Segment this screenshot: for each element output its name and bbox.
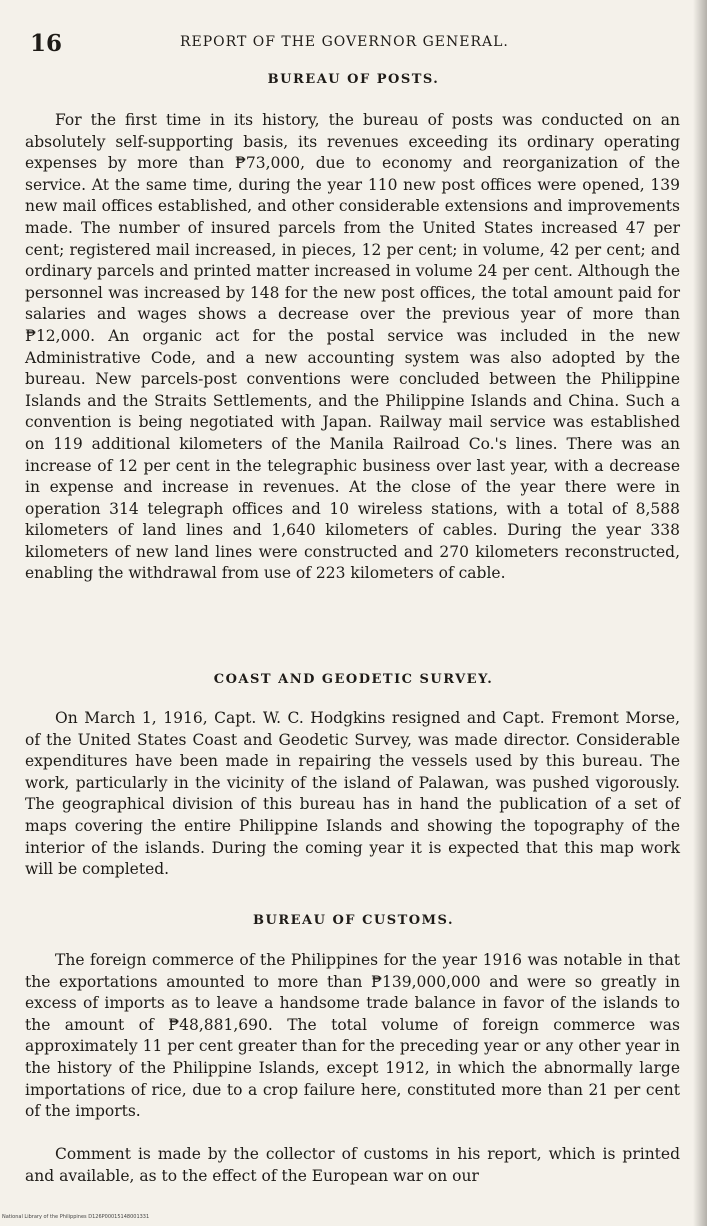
section-title-coast-geodetic-survey: COAST AND GEODETIC SURVEY.: [213, 672, 494, 687]
library-stamp: National Library of the Philippines D126P00015148001331: [2, 1214, 150, 1220]
page-number: 16: [30, 30, 63, 57]
paragraph-customs-comment: Comment is made by the collector of customs in his report, which is printed and available, as to the effect of the European war on our: [25, 1145, 680, 1185]
paragraph-customs-foreign-commerce: The foreign commerce of the Philippines for the year 1916 was notable in that the exportations amounted to more than ₱139,000,000 and were so greatly in excess of imports as to leave a handsome trade balance in favor of the islands to the amount of ₱48,881,690. The total volume of foreign commerce was approximately 11 per cent greater than for the preceding year or any other year in the history of the Philippine Islands, except 1912, in which the abnormally large importations of rice, due to a crop failure here, constituted more than 21 per cent of the imports.: [25, 951, 680, 1121]
running-head: REPORT OF THE GOVERNOR GENERAL.: [180, 34, 509, 50]
paragraph-coast-geodetic-survey: On March 1, 1916, Capt. W. C. Hodgkins resigned and Capt. Fremont Morse, of the United States Coast and Geodetic Survey, was made director. Considerable expenditures have been made in repairing the vessels used by this bureau. The work, particularly in the vicinity of the island of Palawan, was pushed vigorously. The geographical division of this bureau has in hand the publication of a set of maps covering the entire Philippine Islands and showing the topography of the interior of the islands. During the coming year it is expected that this map work will be completed.: [25, 709, 680, 879]
section-title-bureau-of-customs: BUREAU OF CUSTOMS.: [253, 913, 454, 928]
section-title-bureau-of-posts: BUREAU OF POSTS.: [267, 72, 440, 87]
paragraph-bureau-of-posts: For the first time in its history, the bureau of posts was conducted on an absolutely self-supporting basis, its revenues exceeding its ordinary operating expenses by more than ₱73,000, due to economy and reorganization of the service. At the same time, during the year 110 new post offices were opened, 139 new mail offices established, and other considerable extensions and improvements made. The number of insured parcels from the United States increased 47 per cent; registered mail increased, in pieces, 12 per cent; in volume, 42 per cent; and ordinary parcels and printed matter increased in volume 24 per cent. Although the personnel was increased by 148 for the new post offices, the total amount paid for salaries and wages shows a decrease over the previous year of more than ₱12,000. An organic act for the postal service was included in the new Administrative Code, and a new accounting system was also adopted by the bureau. New parcels-post conventions were concluded between the Philippine Islands and the Straits Settlements, and the Philippine Islands and China. Such a convention is being negotiated with Japan. Railway mail service was established on 119 additional kilometers of the Manila Railroad Co.'s lines. There was an increase of 12 per cent in the telegraphic business over last year, with a decrease in expense and increase in revenues. At the close of the year there were in operation 314 telegraph offices and 10 wireless stations, with a total of 8,588 kilometers of land lines and 1,640 kilometers of cables. During the year 338 kilometers of new land lines were constructed and 270 kilometers reconstructed, enabling the withdrawal from use of 223 kilometers of cable.: [25, 111, 680, 583]
page-edge-shadow: [693, 0, 707, 1226]
page-header: [30, 30, 670, 58]
